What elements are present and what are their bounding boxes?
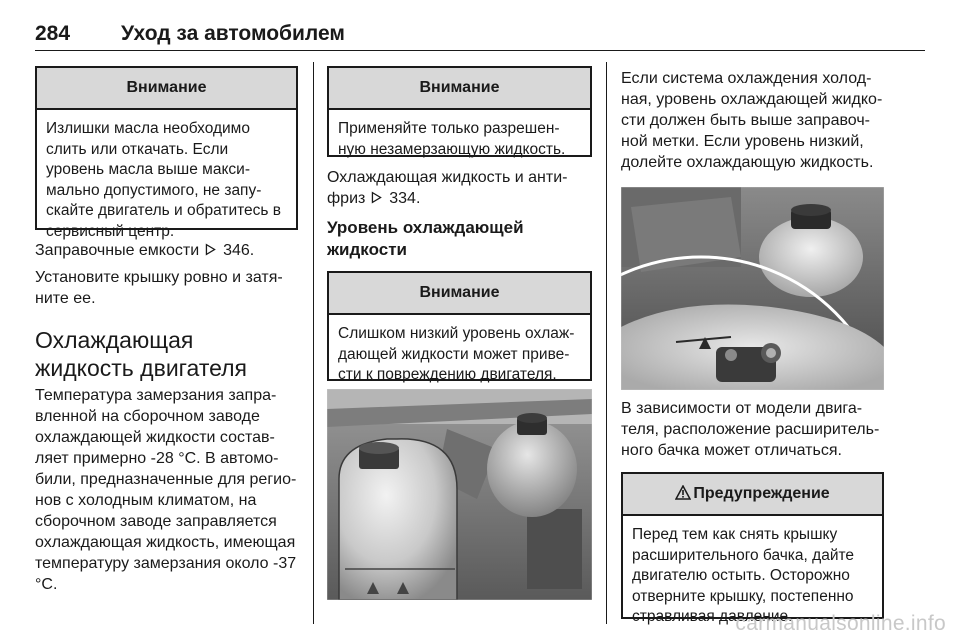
antifreeze-ref[interactable]: 334. (389, 190, 421, 207)
notice-body: Применяйте только разрешен-ную незамерзающую жидкость. (338, 120, 566, 158)
ref-arrow-icon (370, 191, 383, 204)
notice-title: Внимание (329, 68, 590, 110)
section-body-coolant: Температура замерзания запра-вленной на сборочном заводе охлаждающей жидкости состав-ляет примерно -28 °C. В автомо-били, предназначенные для регио-нов с холодным климатом, на сборочном заводе заправляется охлаждающая жидкость, имеющая температуру замерзания около -37 °C. (35, 387, 297, 593)
intro-paragraph: Если система охлаждения холод-ная, уровень охлаждающей жидко-сти должен быть выше заправоч-ной метки. Если уровень низкий, долейте охлаждающую жидкость. (621, 70, 883, 171)
capacities-ref[interactable]: 346. (223, 242, 255, 259)
capacities-paragraph (35, 240, 298, 261)
notice-title: Внимание (329, 273, 590, 315)
warning-title-row (623, 474, 882, 516)
column-divider-2 (606, 62, 607, 624)
column-2 (327, 66, 592, 600)
antifreeze-text: Охлаждающая жидкость и анти-фриз (327, 169, 568, 207)
warning-body: Перед тем как снять крышку расширительного бачка, дайте двигателю остыть. Осторожно отверните крышку, постепенно стравливая давление. (632, 526, 855, 625)
coolant-tank-photo (327, 389, 592, 600)
notice-body: Излишки масла необходимо слить или откачать. Если уровень масла выше макси-мально допустимого, не запу-скайте двигатель и обратитесь в сервисный центр. (46, 120, 282, 240)
warning-triangle-icon (675, 485, 691, 500)
header-rule (35, 50, 925, 51)
warning-box-cap (621, 472, 884, 625)
column-1 (35, 66, 298, 595)
page-number: 284 (35, 22, 71, 45)
capacities-text: Заправочные емкости (35, 242, 200, 259)
page-header (35, 22, 925, 52)
warning-title: Предупреждение (693, 485, 830, 502)
chapter-title: Уход за автомобилем (121, 22, 345, 45)
column-3 (621, 68, 884, 625)
notice-box-low-level (327, 271, 592, 381)
subheading-coolant-level: Уровень охлаждающей жидкости (327, 218, 524, 259)
section-title-coolant: Охлаждающая жидкость двигателя (35, 327, 248, 381)
watermark: carmanualsonline.info (735, 612, 946, 635)
notice-box-antifreeze (327, 66, 592, 157)
column-divider-1 (313, 62, 314, 624)
antifreeze-paragraph (327, 167, 592, 209)
notice-body: Слишком низкий уровень охлаж-дающей жидкости может приве-сти к повреждению двигателя. (338, 325, 575, 383)
notice-box-oil (35, 66, 298, 240)
notice-title: Внимание (37, 68, 296, 110)
ref-arrow-icon (204, 243, 217, 256)
reservoir-detail-photo (621, 187, 884, 390)
model-note-paragraph: В зависимости от модели двига-теля, расположение расширитель-ного бачка может отличаться. (621, 400, 880, 459)
cap-instruction: Установите крышку ровно и затя-ните ее. (35, 269, 283, 307)
